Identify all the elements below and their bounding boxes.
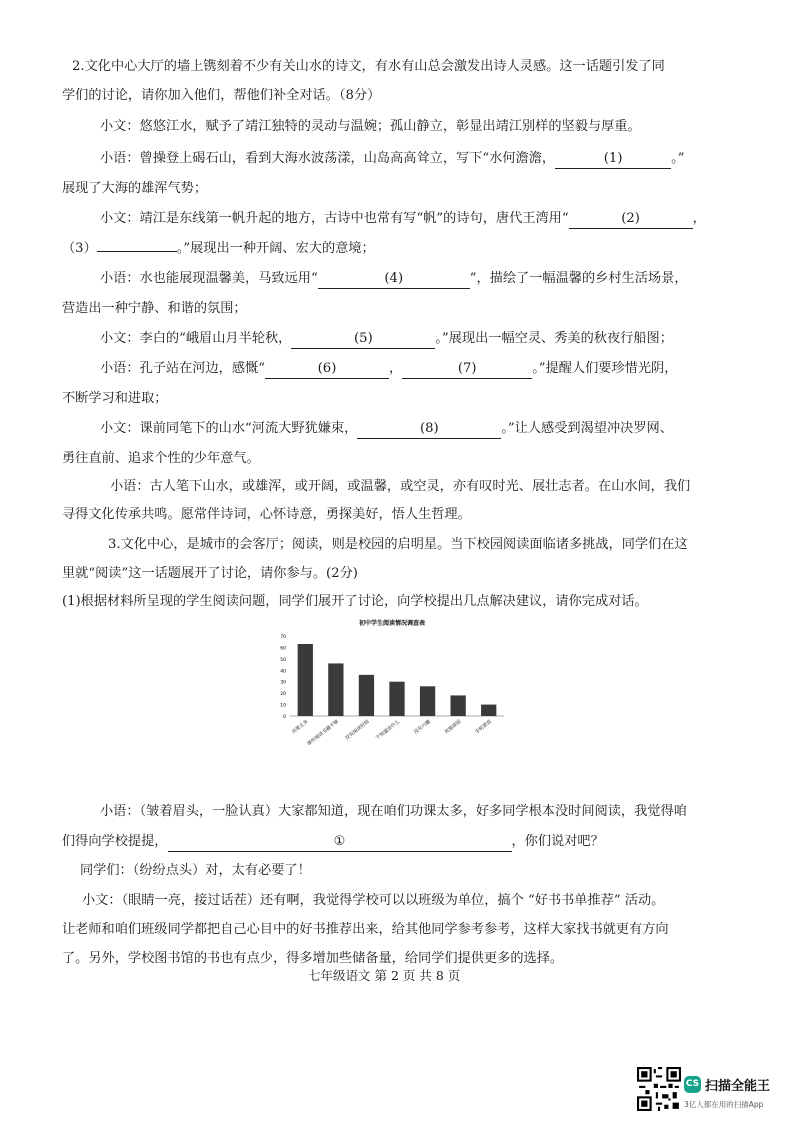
y-tick-label-2: 20	[280, 692, 286, 698]
y-tick-label-4: 40	[280, 669, 286, 675]
x-tick-label-1: 课外阅读书籍不够	[306, 719, 341, 748]
x-tick-label-3: 不知道读什么	[375, 719, 402, 742]
x-tick-label-2: 没有阅读时间	[344, 719, 371, 742]
q3-intro-line1: 3.文化中心，是城市的会客厅；阅读，则是校园的启明星。当下校园阅读面临诸多挑战，同学们在这	[108, 537, 688, 552]
y-tick-label-6: 60	[280, 646, 286, 652]
y-tick-label-1: 10	[280, 703, 286, 709]
qr-code-icon	[637, 1067, 681, 1111]
bar-6	[481, 705, 496, 716]
y-tick-label-5: 50	[280, 657, 286, 663]
bar-2	[359, 675, 374, 716]
page-footer: 七年级语文 第 2 页 共 8 页	[308, 968, 461, 983]
q2-dialog-4b: 营造出一种宁静、和谐的氛围；	[62, 301, 247, 316]
chart-title: 初中学生阅读情况调查表	[358, 620, 426, 627]
blank-7[interactable]: (7)	[402, 360, 532, 379]
q3-intro-line2: 里就“阅读”这一话题展开了讨论，请你参与。(2分)	[62, 566, 358, 581]
bar-0	[298, 644, 313, 716]
q2-intro-line1: 2.文化中心大厅的墙上镌刻着不少有关山水的诗文，有水有山总会激发出诗人灵感。这一话题引发了同	[72, 59, 665, 74]
q2-dialog-3: 小文：靖江是东线第一帆升起的地方，古诗中也常有写“帆”的诗句，唐代王湾用“ (2) ，	[100, 210, 706, 229]
y-tick-label-3: 30	[280, 680, 286, 686]
x-tick-label-5: 其他原因	[444, 719, 463, 736]
bar-4	[420, 686, 435, 716]
x-tick-label-4: 没有兴趣	[413, 719, 432, 736]
q2-dialog-2b: 展现了大海的雄浑气势；	[62, 181, 208, 196]
q2-dialog-1: 小文：悠悠江水，赋予了靖江独特的灵动与温婉；孤山静立，彰显出靖江别样的坚毅与厚重。	[100, 119, 641, 134]
q2-dialog-7: 小文：课前同笔下的山水“河流大野犹嫌束， (8) 。”让人感受到渴望冲决罗网、	[100, 420, 673, 439]
q3-dialog-2: 同学们：（纷纷点头）对，太有必要了！	[80, 863, 311, 878]
x-tick-label-6: 手机游戏	[474, 719, 493, 736]
q2-dialog-5: 小文：李白的“峨眉山月半轮秋， (5) 。”展现出一幅空灵、秀美的秋夜行船图；	[100, 330, 673, 349]
blank-8[interactable]: (8)	[357, 420, 501, 439]
q3-sub1: (1)根据材料所呈现的学生阅读问题，同学们展开了讨论，向学校提出几点解决建议，请你完成对话。	[62, 594, 648, 609]
q3-dialog-3c: 了。另外，学校图书馆的书也有点少，得多增加些储备量，给同学们提供更多的选择。	[62, 951, 564, 966]
bar-1	[328, 663, 343, 716]
q3-dialog-3b: 让老师和咱们班级同学都把自己心目中的好书推荐出来，给其他同学参考参考，这样大家找书就更有方向	[62, 922, 669, 937]
q2-dialog-6b: 不断学习和进取；	[62, 391, 168, 406]
reading-survey-chart	[272, 612, 512, 772]
y-tick-label-7: 70	[280, 635, 286, 640]
blank-4[interactable]: (4)	[318, 270, 470, 289]
q2-dialog-6: 小语：孔子站在河边，感慨“ (6) ， (7) 。”提醒人们要珍惜光阴，	[100, 360, 677, 379]
y-tick-label-0: 0	[283, 715, 286, 720]
q2-dialog-7b: 勇往直前、追求个性的少年意气。	[62, 451, 260, 466]
q3-dialog-1b: 们得向学校提提， ① ，你们说对吧？	[62, 833, 604, 852]
blank-5[interactable]: (5)	[291, 330, 435, 349]
q3-dialog-3: 小文：（眼睛一亮，接过话茬）还有啊，我觉得学校可以以班级为单位，搞个 “好书书单推荐” 活动。	[82, 893, 665, 908]
q2-dialog-4: 小语：水也能展现温馨美，马致远用“ (4) ”，描绘了一幅温馨的乡村生活场景，	[100, 270, 688, 289]
chart-svg	[272, 612, 512, 772]
blank-1[interactable]: (1)	[555, 150, 671, 169]
bar-3	[389, 682, 404, 716]
q2-dialog-8b: 寻得文化传承共鸣。愿常伴诗词，心怀诗意，勇探美好，悟人生哲理。	[62, 507, 471, 522]
q3-dialog-1: 小语：（皱着眉头，一脸认真）大家都知道，现在咱们功课太多，好多同学根本没时间阅读，我觉得咱	[100, 804, 687, 819]
camscanner-name: 扫描全能王	[705, 1079, 771, 1094]
camscanner-logo-icon: CS	[684, 1076, 701, 1093]
blank-6[interactable]: (6)	[265, 360, 389, 379]
blank-3[interactable]	[97, 251, 177, 252]
q2-intro-line2: 学们的讨论，请你加入他们，帮他们补全对话。（8分）	[62, 88, 381, 103]
blank-circle-1[interactable]: ①	[168, 833, 512, 852]
x-tick-label-0: 功课太多	[291, 719, 310, 736]
q2-dialog-2: 小语：曾操登上碣石山，看到大海水波荡漾，山岛高高耸立，写下“水何澹澹， (1) 。”	[100, 150, 684, 169]
q2-dialog-8: 小语：古人笔下山水，或雄浑，或开阔，或温馨，或空灵，亦有叹时光、展壮志者。在山水间，我们	[110, 479, 691, 494]
camscanner-tagline: 3亿人都在用的扫描App	[684, 1100, 764, 1109]
blank-2[interactable]: (2)	[569, 210, 693, 229]
q2-dialog-3b: （3） 。”展现出一种开阔、宏大的意境；	[62, 241, 375, 256]
bar-5	[451, 695, 466, 716]
